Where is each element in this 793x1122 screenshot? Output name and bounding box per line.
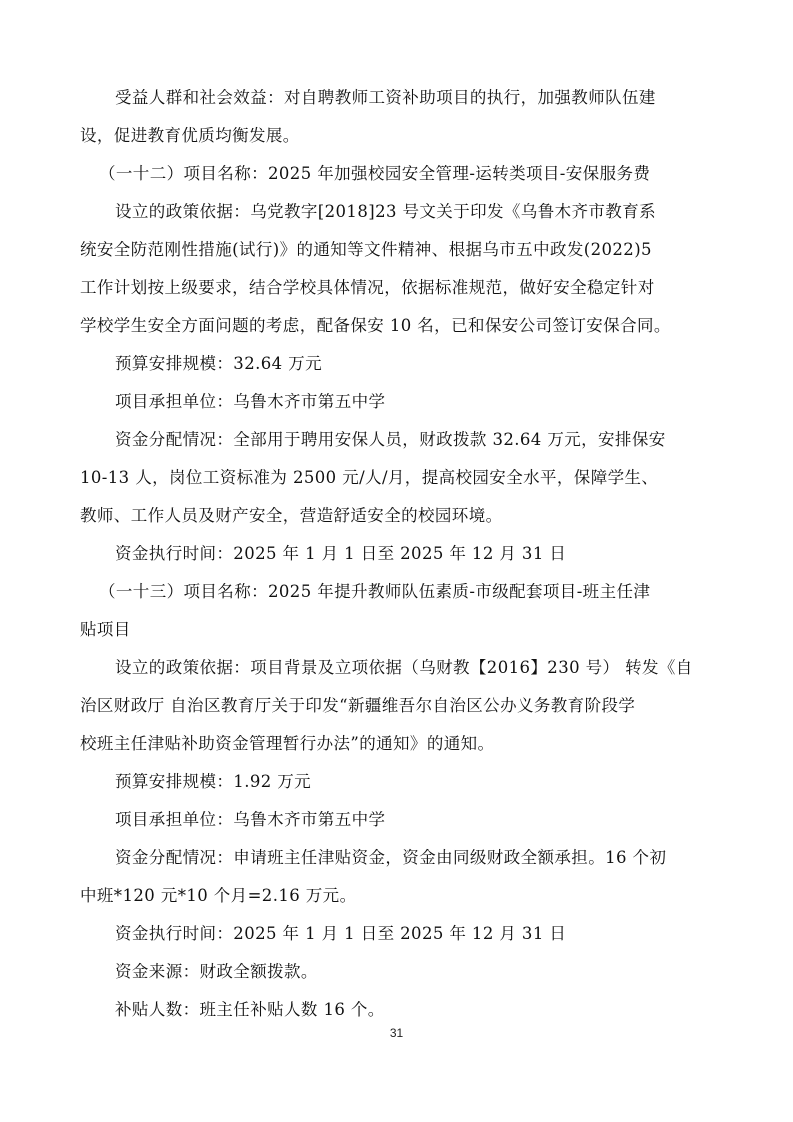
text-line: 资金来源：财政全额拨款。	[115, 962, 318, 981]
text-line: 预算安排规模：32.64 万元	[115, 354, 322, 373]
text-line: 设立的政策依据：乌党教字[2018]23 号文关于印发《乌鲁木齐市教育系	[115, 202, 657, 221]
text-line: 资金执行时间：2025 年 1 月 1 日至 2025 年 12 月 31 日	[115, 924, 567, 943]
text-line: 预算安排规模：1.92 万元	[115, 772, 312, 791]
text-line: 受益人群和社会效益：对自聘教师工资补助项目的执行，加强教师队伍建	[115, 88, 656, 107]
text-line: 统安全防范刚性措施(试行)》的通知等文件精神、根据乌市五中政发(2022)5	[80, 240, 652, 259]
text-line: 教师、工作人员及财产安全，营造舒适安全的校园环境。	[80, 506, 503, 525]
page-number: 31	[389, 1026, 404, 1040]
text-line: 项目承担单位：乌鲁木齐市第五中学	[115, 810, 386, 829]
text-line: 设，促进教育优质均衡发展。	[80, 126, 300, 145]
text-line: 10-13 人，岗位工资标准为 2500 元/人/月，提高校园安全水平，保障学生、	[80, 468, 659, 487]
section-heading-13: （一十三）项目名称：2025 年提升教师队伍素质-市级配套项目-班主任津	[99, 582, 651, 601]
text-line: 中班*120 元*10 个月=2.16 万元。	[80, 886, 357, 905]
text-line: 项目承担单位：乌鲁木齐市第五中学	[115, 392, 386, 411]
text-line: 设立的政策依据：项目背景及立项依据（乌财教【2016】230 号） 转发《自	[115, 658, 693, 677]
text-line: 资金分配情况：申请班主任津贴资金，资金由同级财政全额承担。16 个初	[115, 848, 667, 867]
text-line: 学校学生安全方面问题的考虑，配备保安 10 名，已和保安公司签订安保合同。	[80, 316, 671, 335]
text-line: 补贴人数：班主任补贴人数 16 个。	[115, 1000, 385, 1019]
section-heading-12: （一十二）项目名称：2025 年加强校园安全管理-运转类项目-安保服务费	[99, 164, 651, 183]
text-line: 校班主任津贴补助资金管理暂行办法”的通知》的通知。	[80, 734, 495, 753]
text-line: 资金分配情况：全部用于聘用安保人员，财政拨款 32.64 万元，安排保安	[115, 430, 666, 449]
text-line: 贴项目	[80, 620, 131, 639]
text-line: 资金执行时间：2025 年 1 月 1 日至 2025 年 12 月 31 日	[115, 544, 567, 563]
text-line: 治区财政厅 自治区教育厅关于印发“新疆维吾尔自治区公办义务教育阶段学	[80, 696, 636, 715]
text-line: 工作计划按上级要求，结合学校具体情况，依据标准规范，做好安全稳定针对	[80, 278, 655, 297]
